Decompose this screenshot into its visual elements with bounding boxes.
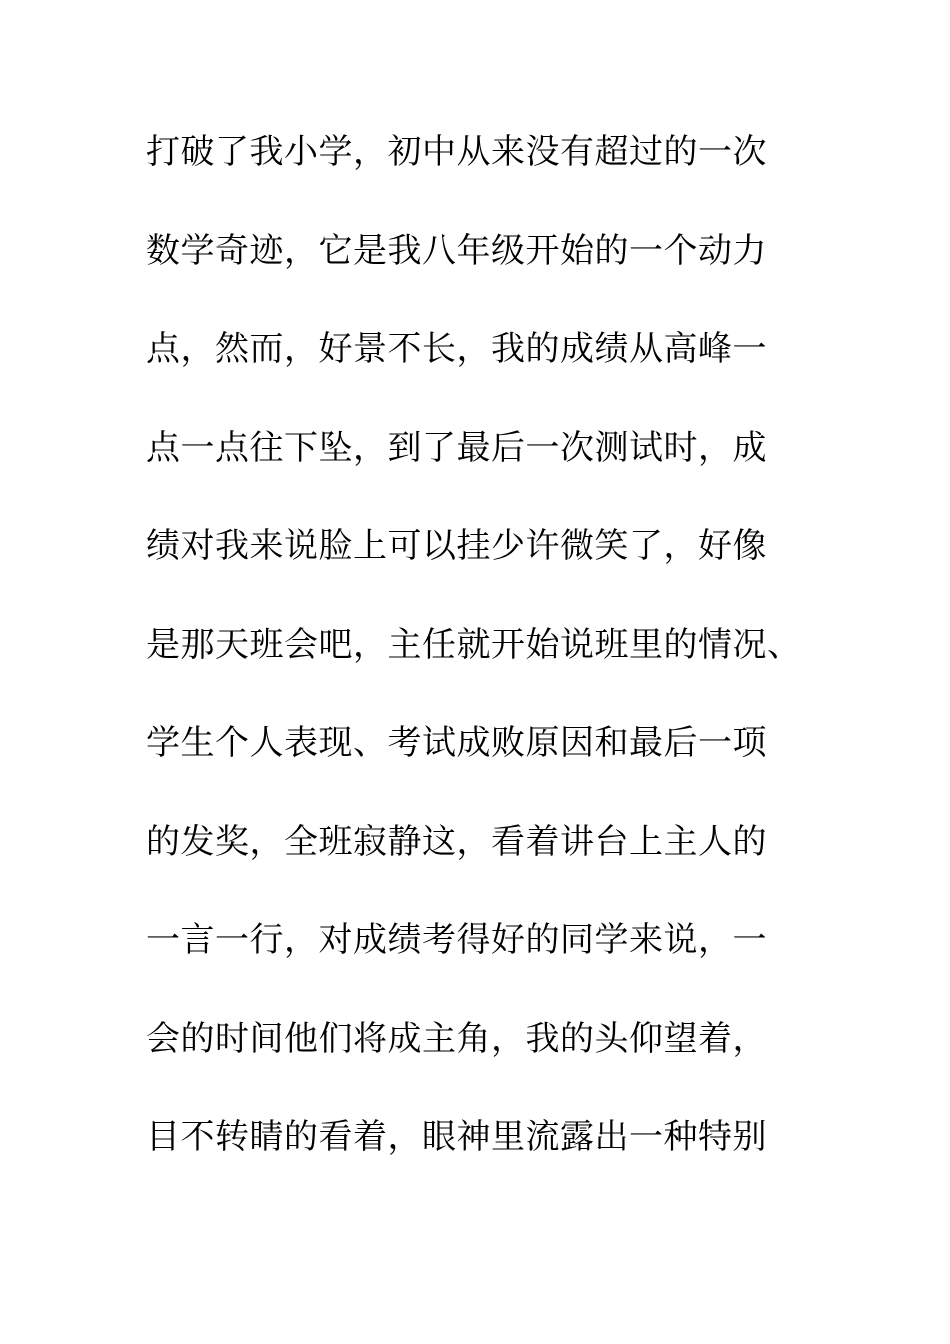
text-line: 会的时间他们将成主角，我的头仰望着， — [146, 1018, 767, 1059]
body-text — [146, 124, 846, 1208]
text-line: 目不转睛的看着，眼神里流露出一种特别 — [146, 1117, 767, 1157]
text-line: 的发奖，全班寂静这，看着讲台上主人的 — [146, 821, 767, 862]
text-line: 点，然而，好景不长，我的成绩从高峰一 — [146, 329, 767, 369]
text-line: 学生个人表现、考试成败原因和最后一项 — [146, 723, 767, 763]
text-line: 数学奇迹，它是我八年级开始的一个动力 — [146, 230, 767, 271]
text-line: 打破了我小学，初中从来没有超过的一次 — [146, 132, 767, 172]
text-line: 一言一行，对成绩考得好的同学来说，一 — [146, 920, 767, 960]
text-line: 绩对我来说脸上可以挂少许微笑了，好像 — [146, 526, 767, 566]
text-line: 是那天班会吧，主任就开始说班里的情况、 — [146, 624, 802, 665]
text-line: 点一点往下坠，到了最后一次测试时，成 — [146, 427, 767, 468]
